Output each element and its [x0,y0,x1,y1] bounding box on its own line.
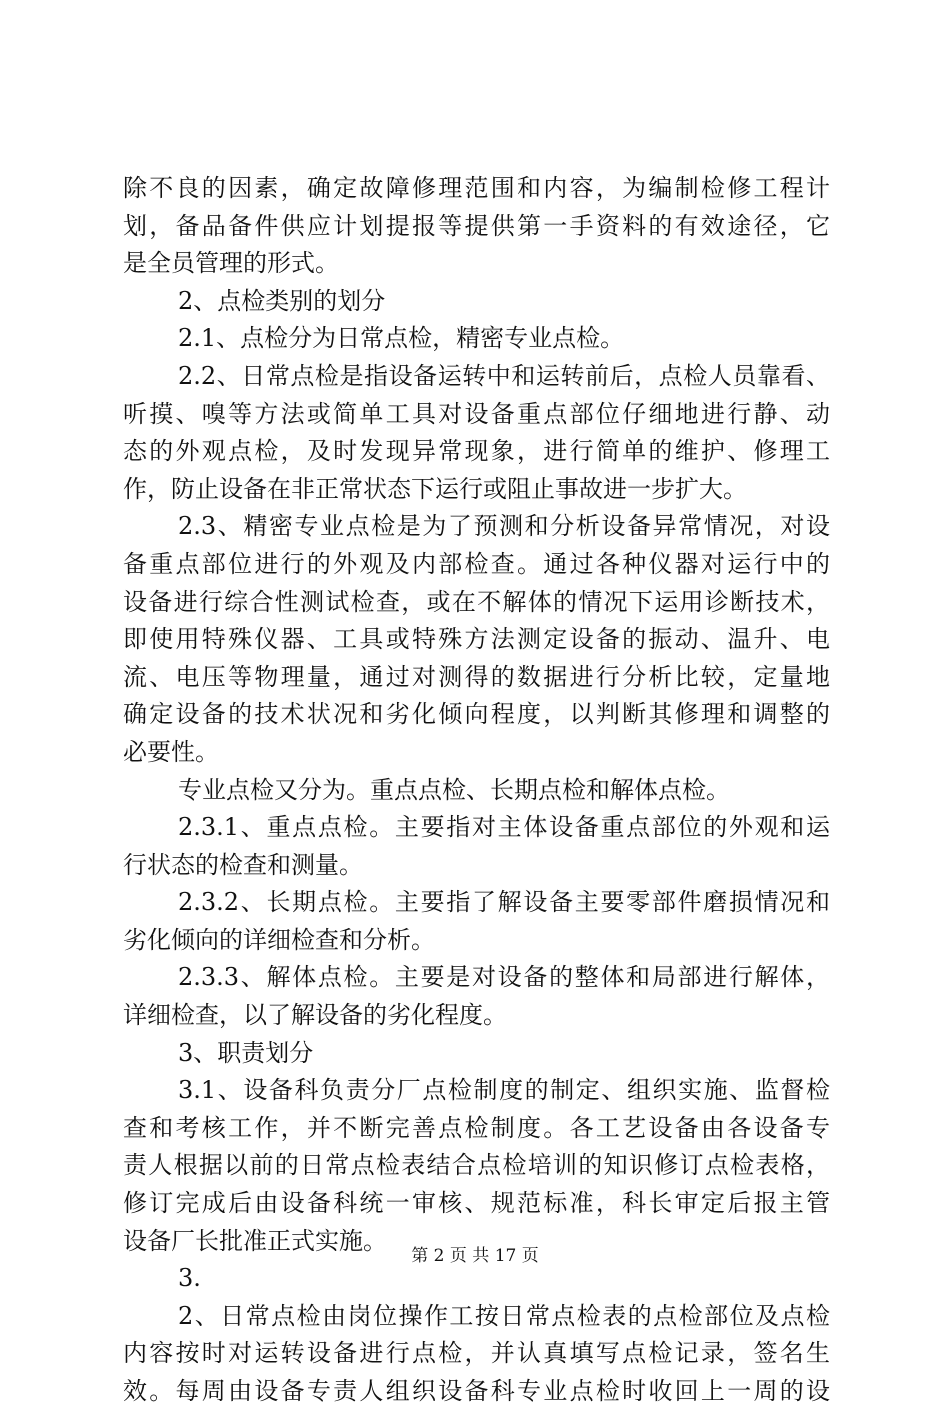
text-line: 听摸、嗅等方法或简单工具对设备重点部位仔细地进行静、动 [123,399,830,428]
text-line: 2、点检类别的划分 [178,286,386,315]
text-line: 内容按时对运转设备进行点检，并认真填写点检记录，签名生 [123,1339,830,1368]
text-line: 即使用特殊仪器、工具或特殊方法测定设备的振动、温升、电 [123,625,830,654]
text-line: 专业点检又分为。重点点检、长期点检和解体点检。 [178,775,730,804]
text-line: 行状态的检查和测量。 [123,850,363,879]
text-line: 设备进行综合性测试检查，或在不解体的情况下运用诊断技术， [123,587,830,616]
text-line: 2.2、日常点检是指设备运转中和运转前后，点检人员靠看、 [178,361,830,390]
text-line: 2.3.2、长期点检。主要指了解设备主要零部件磨损情况和 [178,888,830,917]
text-line: 确定设备的技术状况和劣化倾向程度，以判断其修理和调整的 [123,700,830,729]
document-body [123,170,830,1411]
text-line: 2.3.1、重点点检。主要指对主体设备重点部位的外观和运 [178,813,830,842]
text-line: 修订完成后由设备科统一审核、规范标准，科长审定后报主管 [123,1189,830,1218]
text-line: 2.3.3、解体点检。主要是对设备的整体和局部进行解体， [178,963,830,992]
text-line: 3、职责划分 [178,1038,314,1067]
text-line: 劣化倾向的详细检查和分析。 [123,925,435,954]
text-line: 责人根据以前的日常点检表结合点检培训的知识修订点检表格， [123,1151,830,1180]
text-line: 态的外观点检，及时发现异常现象，进行简单的维护、修理工 [123,437,830,466]
text-line: 查和考核工作，并不断完善点检制度。各工艺设备由各设备专 [123,1113,830,1142]
text-line: 2、日常点检由岗位操作工按日常点检表的点检部位及点检 [178,1301,830,1330]
text-line: 效。每周由设备专责人组织设备科专业点检时收回上一周的设 [123,1377,830,1405]
page-footer: 第 2 页 共 17 页 [411,1246,539,1266]
text-line: 2.1、点检分为日常点检，精密专业点检。 [178,324,625,353]
text-line: 必要性。 [123,737,219,766]
text-line: 设备厂长批准正式实施。 [123,1226,387,1255]
text-line: 除不良的因素，确定故障修理范围和内容，为编制检修工程计 [123,174,830,202]
text-line: 3. [178,1264,201,1293]
text-line: 作，防止设备在非正常状态下运行或阻止事故进一步扩大。 [123,474,747,503]
text-line: 2.3、精密专业点检是为了预测和分析设备异常情况，对设 [178,512,830,541]
text-line: 详细检查，以了解设备的劣化程度。 [123,1001,507,1030]
text-line: 流、电压等物理量，通过对测得的数据进行分析比较，定量地 [123,662,830,691]
text-line: 3.1、设备科负责分厂点检制度的制定、组织实施、监督检 [178,1076,830,1105]
text-line: 备重点部位进行的外观及内部检查。通过各种仪器对运行中的 [123,549,830,578]
text-line: 是全员管理的形式。 [123,249,339,278]
text-line: 划，备品备件供应计划提报等提供第一手资料的有效途径，它 [123,211,830,240]
